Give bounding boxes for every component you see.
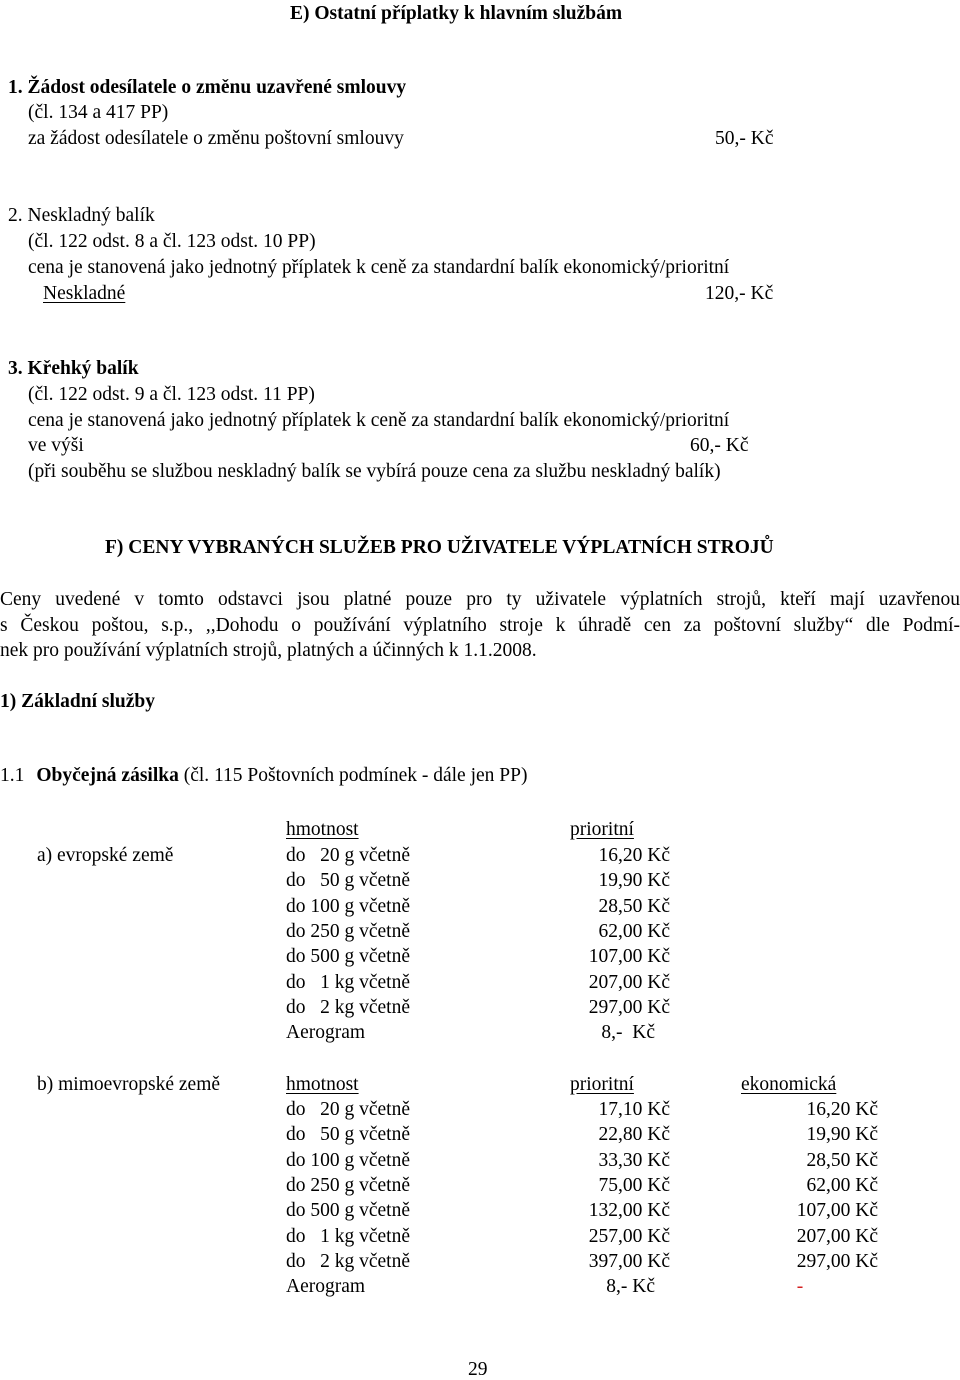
item-1-1-number: 1.1 [0,765,25,786]
table-b-row-economy: 16,20 Kč [806,1099,878,1120]
table-a-row-weight: do 1 kg včetně [286,971,411,993]
table-a-row-weight: Aerogram [286,1022,366,1044]
table-a-row-priority: 19,90 Kč [598,870,670,892]
item3-desc: cena je stanovená jako jednotný příplatek k ceně za standardní balík ekonomický/prioritní [28,410,730,431]
table-a-row-weight: do 500 g včetně [286,946,411,968]
table-b-row-priority: 257,00 Kč [588,1225,670,1247]
item1-price: 50,- Kč [715,128,774,149]
table-a-row-weight: do 2 kg včetně [286,996,411,1018]
item3-heading: 3. Křehký balík [8,358,139,379]
table-a-row-priority: 28,50 Kč [598,895,670,917]
table-b-row-weight: do 500 g včetně [286,1200,411,1222]
table-a-row-priority: 16,20 Kč [598,845,670,866]
table-b-row-economy: 19,90 Kč [806,1124,878,1146]
section-e-title: E) Ostatní příplatky k hlavním službám [290,3,623,24]
page-number: 29 [468,1359,488,1380]
table-a-label: a) evropské země [37,845,174,866]
section-f-title: F) CENY VYBRANÝCH SLUŽEB PRO UŽIVATELE VÝPLATNÍCH STROJŮ [105,537,774,558]
table-b-row-economy: 107,00 Kč [796,1200,878,1222]
item-1-1-ref: (čl. 115 Poštovních podmínek - dále jen PP) [183,765,528,786]
table-a-header-weight: hmotnost [286,819,359,840]
item-1-1-title: Obyčejná zásilka [36,765,179,786]
section-f-paragraph-line-2: s Českou poštou, s.p., ,,Dohodu o používání výplatního stroje k úhradě cen za poštovní služby“ dle Podmí- [0,615,960,636]
item3-note: (při souběhu se službou neskladný balík se vybírá pouze cena za službu neskladný balík) [28,461,721,482]
table-b-row-weight: do 50 g včetně [286,1124,411,1146]
section-f-paragraph-line-1: Ceny uvedené v tomto odstavci jsou platné pouze pro ty uživatele výplatních strojů, kteří mají uzavřenou [0,589,960,610]
table-a-row-priority: 207,00 Kč [588,971,670,993]
item-1-1 [0,766,527,786]
table-b-row-priority: 397,00 Kč [588,1250,670,1272]
table-a-row-weight: do 20 g včetně [286,845,411,866]
item2-desc: cena je stanovená jako jednotný příplatek k ceně za standardní balík ekonomický/prioritní [28,257,730,278]
table-b-row-economy: 28,50 Kč [806,1149,878,1171]
table-a-row-priority: 62,00 Kč [598,920,670,942]
table-b-row-economy: 297,00 Kč [796,1250,878,1272]
item1-ref: (čl. 134 a 417 PP) [28,102,169,123]
table-b-row-priority: 17,10 Kč [598,1099,670,1120]
table-a-row-priority: 107,00 Kč [588,946,670,968]
table-a-header-priority: prioritní [570,819,634,840]
table-b-row-weight: do 100 g včetně [286,1149,411,1171]
table-a-row-priority: 297,00 Kč [588,996,670,1018]
table-a-row-priority: 8,- Kč [601,1022,655,1044]
table-b-label: b) mimoevropské země [37,1074,221,1095]
section-f-paragraph-line-3: nek pro používání výplatních strojů, platných a účinných k 1.1.2008. [0,640,537,661]
table-b-row-weight: do 2 kg včetně [286,1250,411,1272]
item1-desc: za žádost odesílatele o změnu poštovní smlouvy [28,128,404,149]
item2-ref: (čl. 122 odst. 8 a čl. 123 odst. 10 PP) [28,231,316,252]
table-b-row-weight: Aerogram [286,1276,366,1298]
table-a-row-weight: do 50 g včetně [286,870,411,892]
table-b-row-priority: 8,- Kč [606,1276,655,1298]
item2-price: 120,- Kč [705,283,774,304]
table-b-row-weight: do 250 g včetně [286,1174,411,1196]
item1-heading: 1. Žádost odesílatele o změnu uzavřené smlouvy [8,77,407,98]
table-b-header-economy: ekonomická [741,1074,837,1095]
item3-ref: (čl. 122 odst. 9 a čl. 123 odst. 11 PP) [28,384,315,405]
table-a-row-weight: do 100 g včetně [286,895,411,917]
subsection-basic-services: 1) Základní služby [0,691,155,712]
table-b-row-economy: - [796,1276,804,1298]
item2-heading: 2. Neskladný balík [8,205,155,226]
table-b-row-economy: 62,00 Kč [806,1174,878,1196]
item3-price: 60,- Kč [690,435,749,456]
item3-label: ve výši [28,435,84,456]
table-b-row-priority: 75,00 Kč [598,1174,670,1196]
table-b-header-weight: hmotnost [286,1074,359,1095]
table-a-row-weight: do 250 g včetně [286,920,411,942]
table-b-row-priority: 22,80 Kč [598,1124,670,1146]
table-b-row-priority: 132,00 Kč [588,1200,670,1222]
table-b-row-weight: do 20 g včetně [286,1099,411,1120]
table-b-row-priority: 33,30 Kč [598,1149,670,1171]
table-b-row-weight: do 1 kg včetně [286,1225,411,1247]
item2-label: Neskladné [43,283,126,304]
table-b-header-priority: prioritní [570,1074,634,1095]
table-b-row-economy: 207,00 Kč [796,1225,878,1247]
